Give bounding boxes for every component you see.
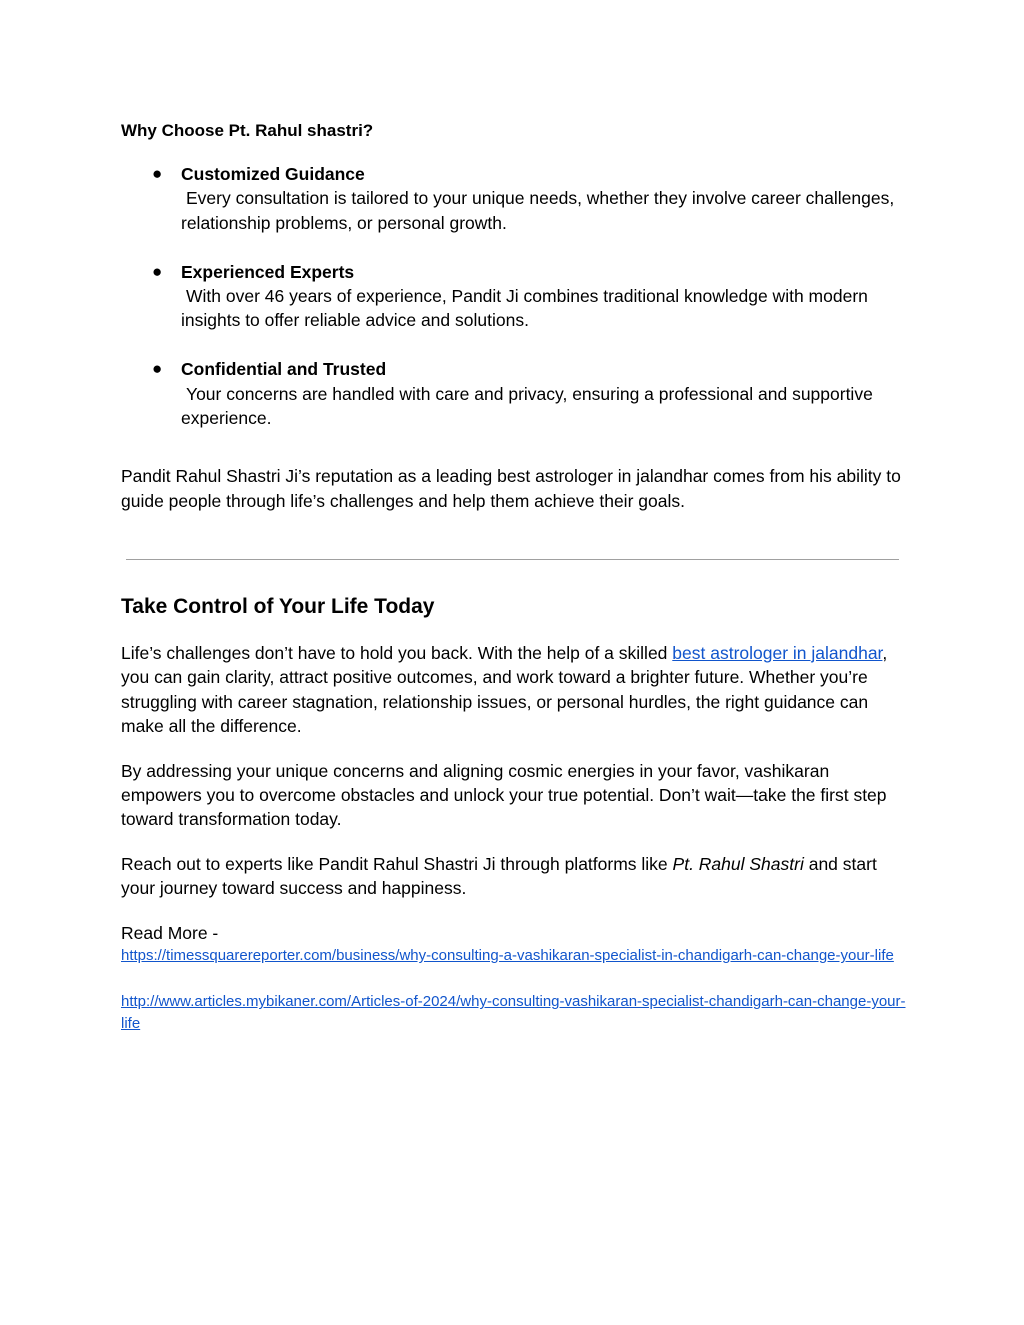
intro-paragraph: [121, 641, 906, 739]
intro-text-before-link: Life’s challenges don’t have to hold you back. With the help of a skilled: [121, 643, 673, 663]
bullet-icon: ●: [152, 164, 163, 183]
intro-text-after-link: , you can gain clarity, attract positive outcomes, and work toward a brighter future. Whether you’re struggling with career stagnation, relationship issues, or personal hurdles, the right guidance can make all the difference.: [121, 643, 888, 737]
reach-out-paragraph: [121, 852, 906, 901]
reputation-paragraph: Pandit Rahul Shastri Ji’s reputation as a leading best astrologer in jalandhar comes from his ability to guide people through life’s challenges and help them achieve their goals.: [121, 466, 901, 511]
section-body: [121, 641, 906, 1035]
benefit-title: Experienced Experts: [181, 261, 355, 282]
why-choose-heading: Why Choose Pt. Rahul shastri?: [121, 121, 374, 140]
read-more-link-timessquare[interactable]: https://timessquarereporter.com/business/why-consulting-a-vashikaran-specialist-in-chandigarh-can-change-your-life: [121, 947, 894, 965]
astrologer-link[interactable]: best astrologer in jalandhar: [672, 643, 883, 663]
benefit-item-experienced-experts: [121, 260, 906, 333]
read-more-label: Read More -: [121, 922, 219, 943]
benefit-description: Every consultation is tailored to your unique needs, whether they involve career challenges, relationship problems, or personal growth.: [181, 188, 895, 233]
document-page: [121, 119, 906, 1033]
benefit-item-confidential-trusted: [121, 357, 906, 430]
benefit-item-customized-guidance: [121, 162, 906, 235]
horizontal-divider: [126, 559, 899, 560]
bullet-icon: ●: [152, 359, 163, 379]
benefits-list: [121, 162, 906, 430]
benefit-title: Confidential and Trusted: [181, 359, 387, 380]
read-more-link-mybikaner[interactable]: http://www.articles.mybikaner.com/Articles-of-2024/why-consulting-vashikaran-specialist-chandigarh-can-change-your-life: [121, 993, 906, 1033]
benefit-title: Customized Guidance: [181, 164, 365, 184]
reach-out-text-end: and start your journey toward success and happiness.: [121, 853, 877, 899]
benefit-description: Your concerns are handled with care and privacy, ensuring a professional and supportive experience.: [181, 383, 873, 429]
benefit-description: With over 46 years of experience, Pandit Ji combines traditional knowledge with modern insights to offer reliable advice and solutions.: [181, 286, 868, 331]
section-title: Take Control of Your Life Today: [121, 595, 435, 618]
vashikaran-paragraph: By addressing your unique concerns and aligning cosmic energies in your favor, vashikaran empowers you to overcome obstacles and unlock your true potential. Don’t wait—take the first step toward transformation today.: [121, 760, 887, 830]
bullet-icon: ●: [152, 261, 163, 281]
platform-name: Pt. Rahul Shastri: [672, 853, 804, 874]
reach-out-text: Reach out to experts like Pandit Rahul Shastri Ji through platforms like: [121, 853, 673, 874]
